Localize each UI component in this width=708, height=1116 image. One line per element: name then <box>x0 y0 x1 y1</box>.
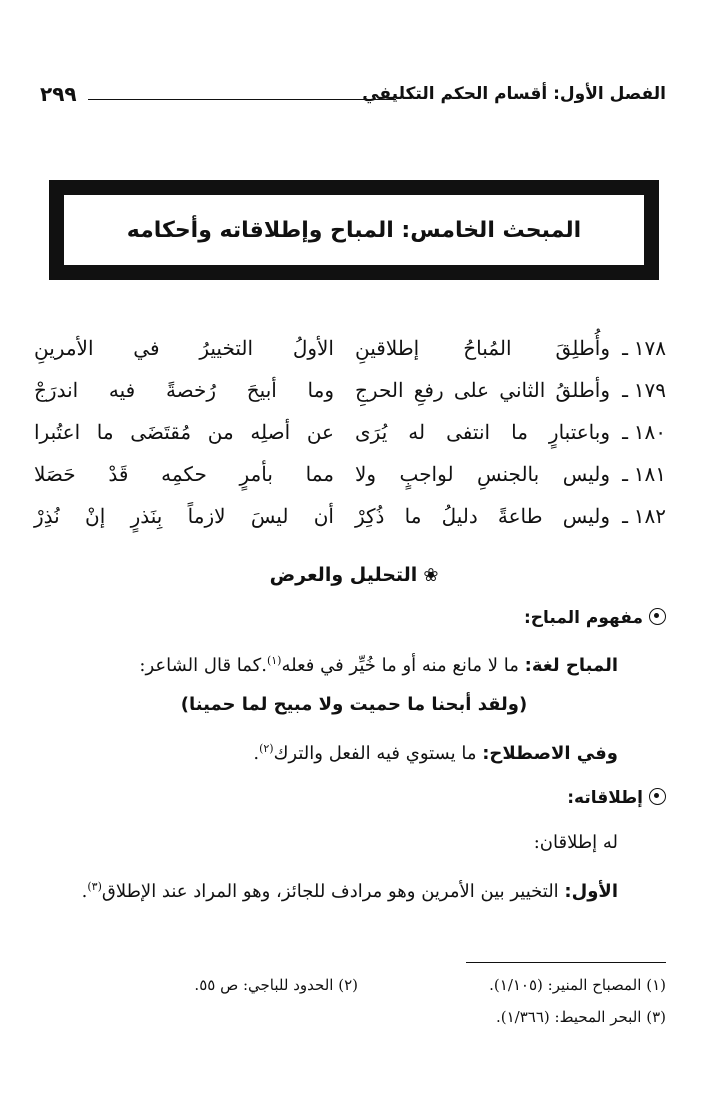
footnote-text: الحدود للباجي: ص ٥٥. <box>194 976 334 994</box>
footnote <box>489 976 666 994</box>
flower-bullet-icon <box>649 788 666 805</box>
verse-line <box>34 498 666 540</box>
usages-intro: له إطلاقان: <box>533 832 618 853</box>
term-definition: وفي الاصطلاح: ما يستوي فيه الفعل والترك$^{(٢)}$. <box>253 742 618 764</box>
verse-line <box>34 414 666 456</box>
lang-label: المباح لغة: <box>524 655 618 676</box>
usages-heading <box>567 788 666 808</box>
footnote-ref: (١) <box>266 654 282 667</box>
verse-first-hemistich: وليس بالجنسِ لواجبٍ ولا <box>355 462 610 486</box>
lang-definition <box>38 644 618 683</box>
footnote-number: (٣) <box>646 1008 666 1026</box>
running-header <box>40 82 666 112</box>
verse-first-hemistich: وأُطلِقَ المُباحُ إطلاقينِ <box>355 336 610 360</box>
footnote <box>496 1008 666 1026</box>
section-title-frame <box>49 180 659 280</box>
verses-block <box>34 330 666 540</box>
footnote-rule <box>466 962 666 963</box>
ornament-icon: ❀ <box>423 565 439 586</box>
verse-number: ١٨٢ <box>633 504 666 528</box>
footnote-number: (١) <box>646 976 666 994</box>
analysis-heading <box>0 564 708 586</box>
verse-number: ١٨١ <box>633 462 666 486</box>
verse-separator: ـ <box>622 462 628 486</box>
verse-separator: ـ <box>622 336 628 360</box>
verse-number: ١٧٨ <box>633 336 666 360</box>
lang-text: ما لا مانع منه أو ما خُيِّر في فعله <box>281 655 519 676</box>
section-title: المبحث الخامس: المباح وإطلاقاته وأحكامه <box>126 217 582 243</box>
footnote-text: البحر المحيط: (١/٣٦٦). <box>496 1008 642 1026</box>
concept-heading-text: مفهوم المباح: <box>524 608 643 628</box>
poem-quote: (ولقد أبحنا ما حميت ولا مبيح لما حمينا) <box>180 694 528 715</box>
verse-second-hemistich: مما بأمرٍ حكمِه قَدْ حَصَلا <box>34 462 334 486</box>
footnote-ref: (٢) <box>259 742 274 755</box>
analysis-heading-text: التحليل والعرض <box>269 564 418 586</box>
verse-separator: ـ <box>622 420 628 444</box>
chapter-title: الفصل الأول: أقسام الحكم التكليفي <box>362 84 666 104</box>
verse-number: ١٧٩ <box>633 378 666 402</box>
concept-heading <box>524 608 666 628</box>
verse-line <box>34 372 666 414</box>
page-number: ٢٩٩ <box>40 82 77 106</box>
verse-line <box>34 330 666 372</box>
footnote-number: (٢) <box>338 976 358 994</box>
verse-second-hemistich: وما أبيحَ رُخصةً فيه اندرَجْ <box>34 378 334 402</box>
first-usage: الأول: التخيير بين الأمرين وهو مرادف للجائز، وهو المراد عند الإطلاق$^{(٣)}$. <box>81 880 618 902</box>
verse-second-hemistich: الأولُ التخييرُ في الأمرينِ <box>34 336 334 360</box>
verse-separator: ـ <box>622 504 628 528</box>
first-text: التخيير بين الأمرين وهو مرادف للجائز، وهو المراد عند الإطلاق <box>101 881 559 902</box>
term-label: وفي الاصطلاح: <box>482 743 618 764</box>
usages-heading-text: إطلاقاته: <box>567 788 643 808</box>
footnote-text: المصباح المنير: (١/١٠٥). <box>489 976 642 994</box>
verse-line <box>34 456 666 498</box>
verse-first-hemistich: وباعتبارٍ ما انتفى له يُرَى <box>355 420 610 444</box>
verse-number: ١٨٠ <box>633 420 666 444</box>
verse-second-hemistich: عن أصلِه من مُقتَضَى ما اعتُبرا <box>34 420 334 444</box>
term-text: ما يستوي فيه الفعل والترك <box>273 743 477 764</box>
flower-bullet-icon <box>649 608 666 625</box>
footnote <box>194 976 358 994</box>
verse-separator: ـ <box>622 378 628 402</box>
lang-tail: .كما قال الشاعر: <box>139 655 267 676</box>
footnote-ref: (٣) <box>87 880 102 893</box>
verse-first-hemistich: وأطلقُ الثاني على رفعِ الحرجِ <box>355 378 610 402</box>
first-label: الأول: <box>564 881 618 902</box>
verse-second-hemistich: أن ليسَ لازماً بِنَذرٍ إنْ نُذِرْ <box>34 504 334 528</box>
section-title-inner <box>62 193 646 267</box>
verse-first-hemistich: وليس طاعةً دليلُ ما ذُكِرْ <box>355 504 610 528</box>
header-rule <box>88 99 396 100</box>
